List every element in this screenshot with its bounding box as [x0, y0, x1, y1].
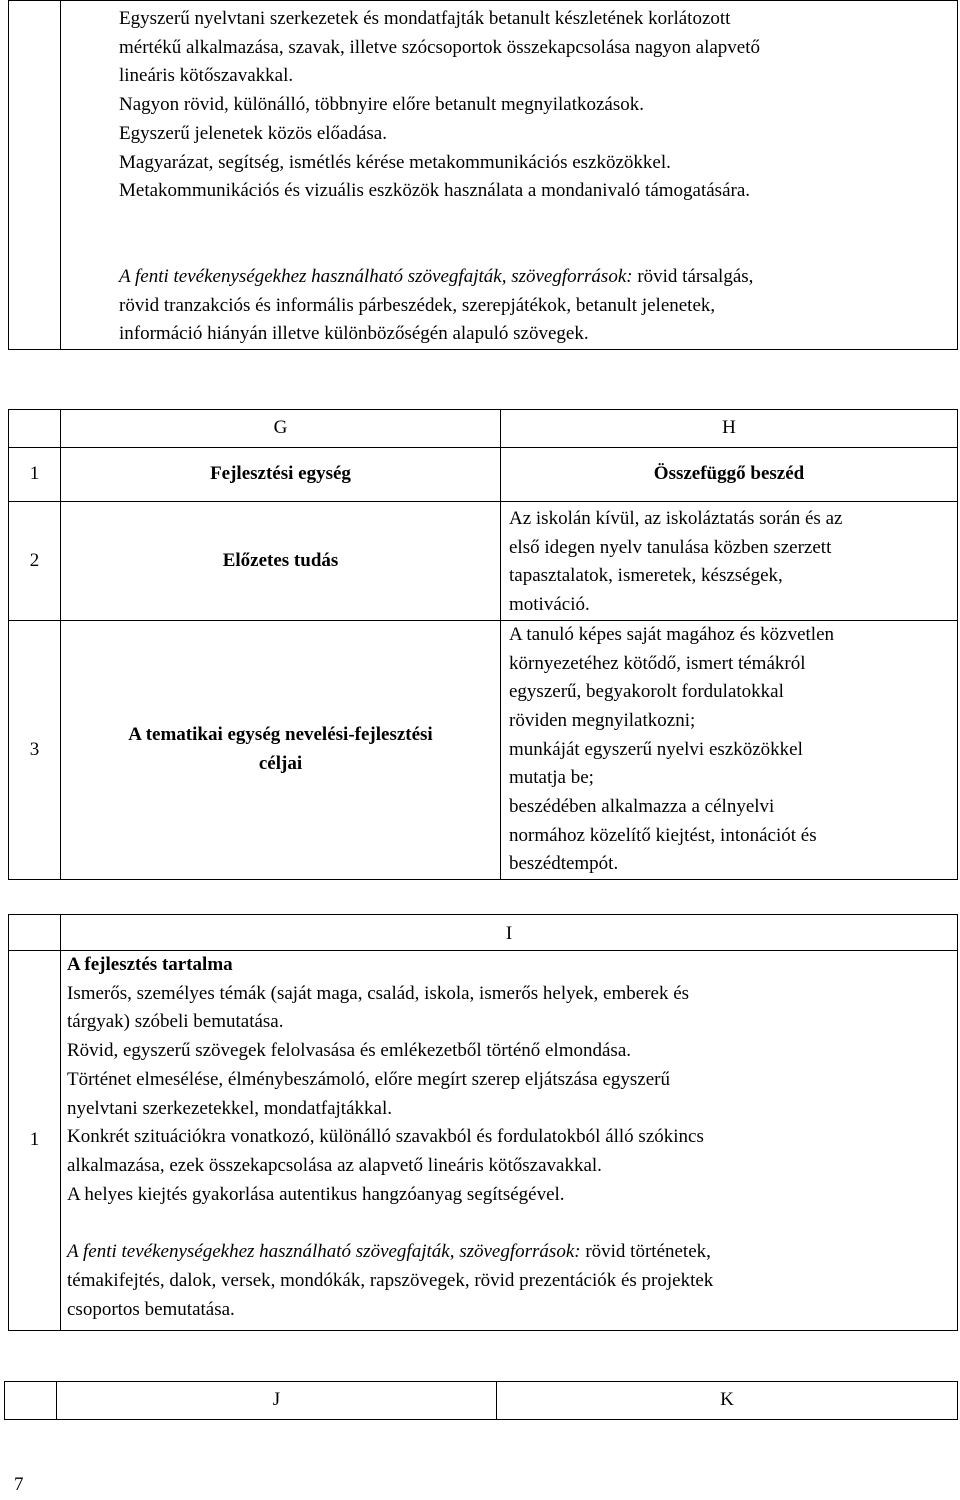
row-number: 2 [9, 502, 61, 621]
content-line: Ismerős, személyes témák (saját maga, család, iskola, ismerős helyek, emberek és [67, 982, 690, 1004]
top-lines [61, 5, 957, 349]
content-cell [61, 951, 958, 1331]
value-line: első idegen nyelv tanulása közben szerzett [509, 536, 832, 558]
value-line: munkáját egyszerű nyelvi eszközökkel [509, 738, 803, 760]
top-row-number-cell [9, 1, 61, 350]
content-line: alkalmazása, ezek összekapcsolása az alapvető lineáris kötőszavakkal. [67, 1154, 602, 1176]
table-jk [4, 1381, 958, 1420]
top-content-table [8, 0, 958, 350]
value-line: A tanuló képes saját magához és közvetlen [509, 623, 835, 645]
table-gh [8, 409, 958, 880]
row-number: 1 [9, 448, 61, 502]
row-label-celjai [61, 620, 501, 879]
label-line: A tematikai egység nevelési-fejlesztési [128, 724, 433, 746]
column-header-i: I [61, 915, 958, 951]
content-line: tárgyak) szóbeli bemutatása. [67, 1011, 284, 1033]
column-header-j: J [57, 1382, 497, 1420]
column-header-g: G [61, 410, 501, 448]
row-number: 1 [9, 951, 61, 1331]
text-types-line [119, 263, 957, 292]
value-line: motiváció. [509, 594, 590, 616]
value-line: normához közelítő kiejtést, intonációt és [509, 824, 817, 846]
column-header-k: K [497, 1382, 958, 1420]
text-types-line: rövid tranzakciós és informális párbeszédek, szerepjátékok, betanult jelenetek, [119, 294, 716, 316]
value-line: Az iskolán kívül, az iskoláztatás során és az [509, 508, 843, 529]
text-types-value: rövid társalgás, [632, 265, 754, 287]
content-line: Konkrét szituációkra vonatkozó, különálló szavakból és fordulatokból álló szókincs [67, 1126, 704, 1148]
top-line: Egyszerű nyelvtani szerkezetek és mondatfajták betanult készletének korlátozott [119, 8, 731, 29]
value-line: beszédtempót. [509, 853, 619, 875]
row-number: 3 [9, 620, 61, 879]
top-line: Magyarázat, segítség, ismétlés kérése metakommunikációs eszközökkel. [119, 151, 671, 173]
text-types-line: témakifejtés, dalok, versek, mondókák, rapszövegek, rövid prezentációk és projektek [67, 1270, 714, 1292]
value-line: tapasztalatok, ismeretek, készségek, [509, 565, 783, 587]
value-line: beszédében alkalmazza a célnyelvi [509, 796, 775, 818]
value-line: röviden megnyilatkozni; [509, 709, 696, 731]
table-i [8, 914, 958, 1331]
content-line: A helyes kiejtés gyakorlása autentikus hangzóanyag segítségével. [67, 1183, 565, 1205]
content-line: nyelvtani szerkezetekkel, mondatfajtákkal. [67, 1097, 392, 1119]
content-heading: A fejlesztés tartalma [67, 954, 233, 975]
top-line: mértékű alkalmazása, szavak, illetve szócsoportok összekapcsolása nagyon alapvető [119, 36, 761, 58]
content-line: Rövid, egyszerű szövegek felolvasása és emlékezetből történő elmondása. [67, 1040, 631, 1062]
content-line: Történet elmesélése, élménybeszámoló, előre megírt szerep eljátszása egyszerű [67, 1068, 670, 1090]
top-line: lineáris kötőszavakkal. [119, 65, 294, 87]
top-line: Nagyon rövid, különálló, többnyire előre betanult megnyilatkozások. [119, 94, 645, 116]
i-corner-cell [9, 915, 61, 951]
value-line: egyszerű, begyakorolt fordulatokkal [509, 681, 784, 703]
row-label-elozetes-tudas: Előzetes tudás [61, 502, 501, 621]
top-line: Metakommunikációs és vizuális eszközök használata a mondanivaló támogatására. [119, 180, 751, 202]
text-types-value: rövid történetek, [580, 1241, 711, 1263]
text-types-label: A fenti tevékenységekhez használható szövegfajták, szövegforrások: [67, 1241, 581, 1263]
page-number: 7 [14, 1474, 24, 1495]
row-value-celjai [501, 620, 958, 879]
top-content-cell [61, 1, 958, 350]
text-types-line: információ hiányán illetve különbözőségén alapuló szövegek. [119, 323, 589, 345]
column-header-h: H [501, 410, 958, 448]
value-line: környezetéhez kötődő, ismert témákról [509, 652, 806, 674]
row-value-osszefuggo-beszed: Összefüggő beszéd [501, 448, 958, 502]
top-line: Egyszerű jelenetek közös előadása. [119, 122, 387, 144]
text-types-line [67, 1238, 957, 1267]
row-value-elozetes-tudas [501, 502, 958, 621]
row-label-fejlesztesi-egyseg: Fejlesztési egység [61, 448, 501, 502]
gh-corner-cell [9, 410, 61, 448]
value-line: mutatja be; [509, 767, 594, 789]
text-types-line: csoportos bemutatása. [67, 1298, 235, 1320]
jk-corner-cell [5, 1382, 57, 1420]
text-types-label: A fenti tevékenységekhez használható szövegfajták, szövegforrások: [119, 265, 633, 287]
label-line: céljai [258, 752, 303, 774]
